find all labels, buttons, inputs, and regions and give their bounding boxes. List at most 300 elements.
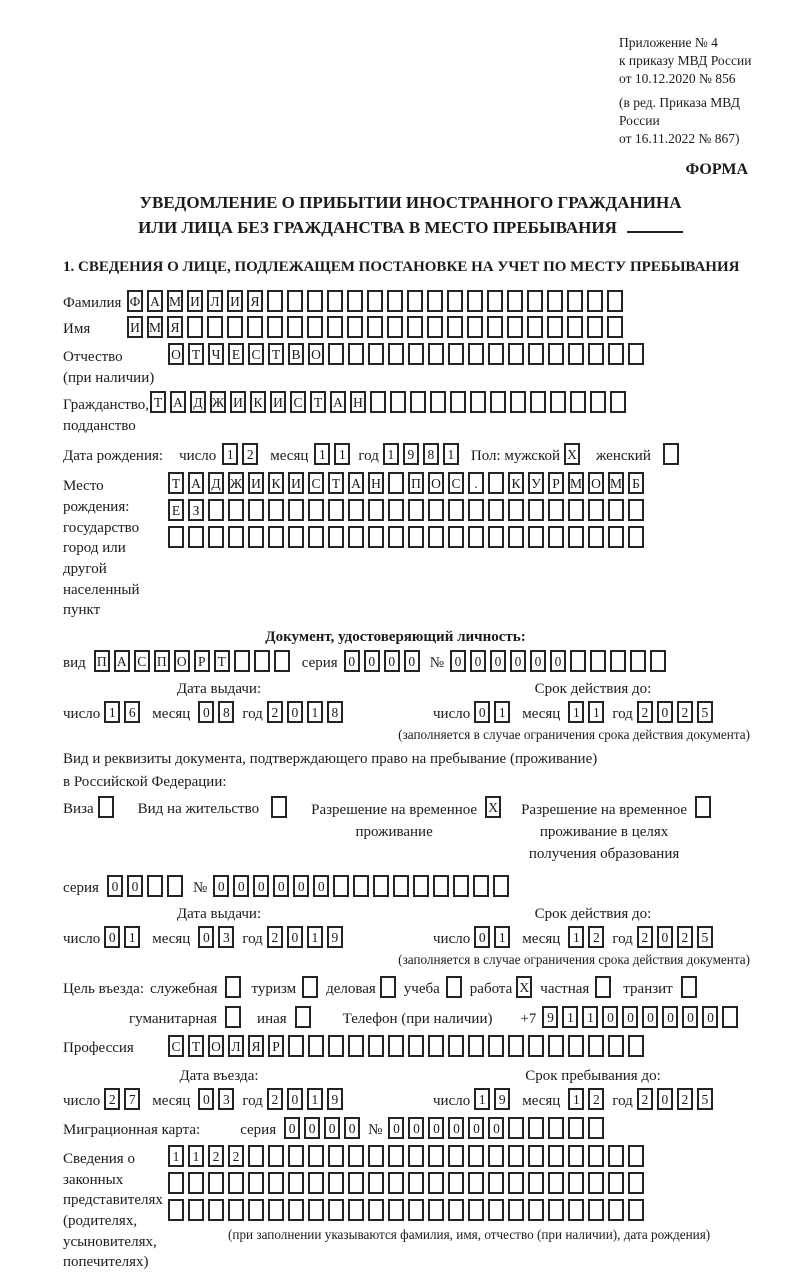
char-cell[interactable] <box>288 1199 304 1221</box>
char-cell[interactable] <box>650 650 666 672</box>
char-cell[interactable] <box>588 1145 604 1167</box>
char-cell[interactable] <box>328 1199 344 1221</box>
char-cell[interactable] <box>348 499 364 521</box>
char-cell[interactable] <box>368 1199 384 1221</box>
char-cell[interactable]: О <box>308 343 324 365</box>
char-cell[interactable] <box>433 875 449 897</box>
char-cell[interactable]: О <box>588 472 604 494</box>
char-cell[interactable] <box>548 1145 564 1167</box>
char-cell[interactable] <box>228 1172 244 1194</box>
char-cell[interactable] <box>393 875 409 897</box>
char-cell[interactable] <box>348 1172 364 1194</box>
char-cell[interactable] <box>508 1145 524 1167</box>
char-cell[interactable] <box>547 290 563 312</box>
char-cell[interactable] <box>568 499 584 521</box>
char-cell[interactable] <box>488 1172 504 1194</box>
char-cell[interactable]: 1 <box>562 1006 578 1028</box>
char-cell[interactable] <box>254 650 270 672</box>
char-cell[interactable] <box>588 499 604 521</box>
char-cell[interactable] <box>408 1035 424 1057</box>
char-cell[interactable] <box>447 316 463 338</box>
char-cell[interactable] <box>328 1035 344 1057</box>
char-cell[interactable]: 2 <box>588 926 604 948</box>
char-cell[interactable] <box>302 976 318 998</box>
char-cell[interactable] <box>380 976 396 998</box>
char-cell[interactable] <box>407 316 423 338</box>
char-cell[interactable]: 0 <box>450 650 466 672</box>
char-cell[interactable] <box>570 650 586 672</box>
char-cell[interactable] <box>587 316 603 338</box>
char-cell[interactable] <box>681 976 697 998</box>
char-cell[interactable] <box>271 796 287 818</box>
char-cell[interactable] <box>287 316 303 338</box>
char-cell[interactable]: 0 <box>104 926 120 948</box>
char-cell[interactable]: 1 <box>222 443 238 465</box>
char-cell[interactable] <box>188 1199 204 1221</box>
char-cell[interactable] <box>267 290 283 312</box>
char-cell[interactable] <box>610 650 626 672</box>
char-cell[interactable] <box>147 875 163 897</box>
char-cell[interactable]: 1 <box>568 1088 584 1110</box>
char-cell[interactable] <box>288 1035 304 1057</box>
char-cell[interactable] <box>368 1035 384 1057</box>
char-cell[interactable] <box>468 1035 484 1057</box>
char-cell[interactable]: 1 <box>494 926 510 948</box>
char-cell[interactable]: 2 <box>637 926 653 948</box>
char-cell[interactable]: X <box>516 976 532 998</box>
char-cell[interactable]: 0 <box>408 1117 424 1139</box>
char-cell[interactable]: У <box>528 472 544 494</box>
char-cell[interactable] <box>488 1145 504 1167</box>
char-cell[interactable] <box>548 343 564 365</box>
char-cell[interactable]: 1 <box>582 1006 598 1028</box>
char-cell[interactable]: 0 <box>313 875 329 897</box>
char-cell[interactable] <box>588 526 604 548</box>
char-cell[interactable] <box>248 1172 264 1194</box>
char-cell[interactable]: 0 <box>127 875 143 897</box>
char-cell[interactable] <box>327 316 343 338</box>
char-cell[interactable]: 9 <box>327 1088 343 1110</box>
char-cell[interactable] <box>490 391 506 413</box>
char-cell[interactable]: 5 <box>697 1088 713 1110</box>
char-cell[interactable] <box>268 499 284 521</box>
char-cell[interactable] <box>368 1172 384 1194</box>
char-cell[interactable] <box>467 316 483 338</box>
char-cell[interactable] <box>488 1199 504 1221</box>
char-cell[interactable] <box>98 796 114 818</box>
char-cell[interactable] <box>274 650 290 672</box>
char-cell[interactable] <box>228 499 244 521</box>
char-cell[interactable]: 0 <box>428 1117 444 1139</box>
char-cell[interactable] <box>548 1117 564 1139</box>
char-cell[interactable] <box>508 499 524 521</box>
char-cell[interactable]: Я <box>167 316 183 338</box>
char-cell[interactable] <box>388 1199 404 1221</box>
char-cell[interactable]: 0 <box>198 926 214 948</box>
char-cell[interactable] <box>388 1035 404 1057</box>
char-cell[interactable]: 0 <box>213 875 229 897</box>
char-cell[interactable] <box>488 526 504 548</box>
char-cell[interactable] <box>528 1145 544 1167</box>
char-cell[interactable]: К <box>508 472 524 494</box>
char-cell[interactable] <box>387 316 403 338</box>
char-cell[interactable] <box>588 1172 604 1194</box>
char-cell[interactable]: Л <box>228 1035 244 1057</box>
char-cell[interactable] <box>508 1172 524 1194</box>
char-cell[interactable]: 1 <box>104 701 120 723</box>
char-cell[interactable]: А <box>170 391 186 413</box>
char-cell[interactable]: 3 <box>218 926 234 948</box>
char-cell[interactable]: 0 <box>233 875 249 897</box>
char-cell[interactable] <box>408 526 424 548</box>
char-cell[interactable] <box>568 1117 584 1139</box>
char-cell[interactable] <box>628 1172 644 1194</box>
char-cell[interactable]: 0 <box>657 926 673 948</box>
char-cell[interactable] <box>488 472 504 494</box>
char-cell[interactable]: 1 <box>588 701 604 723</box>
char-cell[interactable] <box>568 1172 584 1194</box>
char-cell[interactable]: С <box>448 472 464 494</box>
char-cell[interactable]: А <box>188 472 204 494</box>
char-cell[interactable]: 2 <box>637 701 653 723</box>
char-cell[interactable]: Е <box>228 343 244 365</box>
char-cell[interactable]: И <box>270 391 286 413</box>
char-cell[interactable] <box>488 1035 504 1057</box>
char-cell[interactable]: 0 <box>510 650 526 672</box>
char-cell[interactable] <box>470 391 486 413</box>
char-cell[interactable]: К <box>268 472 284 494</box>
char-cell[interactable] <box>388 1145 404 1167</box>
char-cell[interactable]: П <box>94 650 110 672</box>
char-cell[interactable] <box>487 316 503 338</box>
char-cell[interactable] <box>268 526 284 548</box>
char-cell[interactable] <box>225 976 241 998</box>
char-cell[interactable] <box>368 1145 384 1167</box>
char-cell[interactable]: 2 <box>242 443 258 465</box>
char-cell[interactable] <box>368 343 384 365</box>
char-cell[interactable] <box>328 1172 344 1194</box>
char-cell[interactable]: 0 <box>388 1117 404 1139</box>
char-cell[interactable] <box>228 1199 244 1221</box>
char-cell[interactable] <box>333 875 349 897</box>
char-cell[interactable] <box>430 391 446 413</box>
char-cell[interactable]: 9 <box>327 926 343 948</box>
char-cell[interactable]: 0 <box>198 1088 214 1110</box>
char-cell[interactable] <box>307 290 323 312</box>
char-cell[interactable]: П <box>154 650 170 672</box>
char-cell[interactable] <box>548 526 564 548</box>
char-cell[interactable] <box>227 316 243 338</box>
char-cell[interactable] <box>628 499 644 521</box>
char-cell[interactable] <box>630 650 646 672</box>
char-cell[interactable]: 0 <box>364 650 380 672</box>
char-cell[interactable] <box>410 391 426 413</box>
char-cell[interactable] <box>427 316 443 338</box>
char-cell[interactable] <box>488 499 504 521</box>
char-cell[interactable] <box>248 499 264 521</box>
char-cell[interactable]: 2 <box>267 1088 283 1110</box>
char-cell[interactable] <box>628 1145 644 1167</box>
char-cell[interactable]: 2 <box>677 701 693 723</box>
char-cell[interactable] <box>390 391 406 413</box>
char-cell[interactable]: И <box>187 290 203 312</box>
char-cell[interactable] <box>428 1172 444 1194</box>
char-cell[interactable] <box>328 343 344 365</box>
char-cell[interactable]: М <box>608 472 624 494</box>
char-cell[interactable] <box>527 316 543 338</box>
char-cell[interactable]: 8 <box>327 701 343 723</box>
char-cell[interactable]: 1 <box>307 701 323 723</box>
char-cell[interactable] <box>607 316 623 338</box>
char-cell[interactable]: Т <box>168 472 184 494</box>
char-cell[interactable] <box>608 1172 624 1194</box>
char-cell[interactable] <box>468 343 484 365</box>
char-cell[interactable] <box>187 316 203 338</box>
char-cell[interactable] <box>450 391 466 413</box>
char-cell[interactable] <box>448 499 464 521</box>
char-cell[interactable] <box>428 343 444 365</box>
char-cell[interactable]: 2 <box>228 1145 244 1167</box>
char-cell[interactable] <box>695 796 711 818</box>
char-cell[interactable] <box>510 391 526 413</box>
char-cell[interactable]: Т <box>214 650 230 672</box>
char-cell[interactable] <box>588 1199 604 1221</box>
char-cell[interactable] <box>568 1035 584 1057</box>
char-cell[interactable] <box>288 499 304 521</box>
char-cell[interactable] <box>388 526 404 548</box>
char-cell[interactable]: Р <box>194 650 210 672</box>
char-cell[interactable] <box>168 526 184 548</box>
char-cell[interactable] <box>167 875 183 897</box>
char-cell[interactable]: Р <box>548 472 564 494</box>
char-cell[interactable] <box>347 290 363 312</box>
char-cell[interactable]: 0 <box>404 650 420 672</box>
char-cell[interactable]: 6 <box>124 701 140 723</box>
char-cell[interactable] <box>608 1035 624 1057</box>
char-cell[interactable] <box>308 1172 324 1194</box>
char-cell[interactable]: 0 <box>642 1006 658 1028</box>
char-cell[interactable]: 0 <box>107 875 123 897</box>
char-cell[interactable] <box>568 1145 584 1167</box>
char-cell[interactable]: С <box>290 391 306 413</box>
char-cell[interactable]: 1 <box>494 701 510 723</box>
char-cell[interactable]: С <box>248 343 264 365</box>
char-cell[interactable] <box>530 391 546 413</box>
char-cell[interactable]: С <box>168 1035 184 1057</box>
char-cell[interactable] <box>208 526 224 548</box>
char-cell[interactable] <box>408 499 424 521</box>
char-cell[interactable]: С <box>134 650 150 672</box>
char-cell[interactable] <box>447 290 463 312</box>
char-cell[interactable]: 9 <box>403 443 419 465</box>
char-cell[interactable]: Д <box>208 472 224 494</box>
char-cell[interactable]: Т <box>310 391 326 413</box>
char-cell[interactable]: 9 <box>494 1088 510 1110</box>
char-cell[interactable]: А <box>348 472 364 494</box>
char-cell[interactable]: К <box>250 391 266 413</box>
char-cell[interactable] <box>473 875 489 897</box>
char-cell[interactable]: 0 <box>550 650 566 672</box>
char-cell[interactable] <box>248 526 264 548</box>
char-cell[interactable] <box>628 1199 644 1221</box>
char-cell[interactable] <box>388 499 404 521</box>
char-cell[interactable]: 0 <box>468 1117 484 1139</box>
char-cell[interactable] <box>568 1199 584 1221</box>
char-cell[interactable]: 9 <box>542 1006 558 1028</box>
char-cell[interactable] <box>487 290 503 312</box>
char-cell[interactable] <box>408 1199 424 1221</box>
char-cell[interactable] <box>448 1145 464 1167</box>
char-cell[interactable]: А <box>114 650 130 672</box>
char-cell[interactable]: В <box>288 343 304 365</box>
char-cell[interactable]: 2 <box>208 1145 224 1167</box>
char-cell[interactable] <box>308 1199 324 1221</box>
char-cell[interactable] <box>328 1145 344 1167</box>
char-cell[interactable]: И <box>227 290 243 312</box>
char-cell[interactable] <box>368 499 384 521</box>
char-cell[interactable]: 0 <box>287 926 303 948</box>
char-cell[interactable]: 0 <box>344 1117 360 1139</box>
char-cell[interactable]: 0 <box>702 1006 718 1028</box>
char-cell[interactable]: 1 <box>307 1088 323 1110</box>
char-cell[interactable]: Н <box>368 472 384 494</box>
char-cell[interactable]: Т <box>188 1035 204 1057</box>
char-cell[interactable]: З <box>188 499 204 521</box>
char-cell[interactable] <box>428 526 444 548</box>
char-cell[interactable]: А <box>147 290 163 312</box>
char-cell[interactable]: Е <box>168 499 184 521</box>
char-cell[interactable] <box>608 343 624 365</box>
char-cell[interactable] <box>428 1145 444 1167</box>
char-cell[interactable]: 2 <box>267 926 283 948</box>
char-cell[interactable]: 1 <box>188 1145 204 1167</box>
char-cell[interactable]: 0 <box>324 1117 340 1139</box>
char-cell[interactable] <box>508 1117 524 1139</box>
char-cell[interactable] <box>288 1145 304 1167</box>
char-cell[interactable]: 0 <box>344 650 360 672</box>
char-cell[interactable] <box>468 1172 484 1194</box>
char-cell[interactable] <box>208 1172 224 1194</box>
char-cell[interactable]: 7 <box>124 1088 140 1110</box>
char-cell[interactable]: 0 <box>488 1117 504 1139</box>
char-cell[interactable]: 0 <box>474 701 490 723</box>
char-cell[interactable]: Б <box>628 472 644 494</box>
char-cell[interactable] <box>268 1199 284 1221</box>
char-cell[interactable] <box>307 316 323 338</box>
char-cell[interactable] <box>348 1035 364 1057</box>
char-cell[interactable] <box>608 526 624 548</box>
char-cell[interactable]: 1 <box>443 443 459 465</box>
char-cell[interactable]: 0 <box>287 701 303 723</box>
char-cell[interactable]: Ж <box>228 472 244 494</box>
char-cell[interactable] <box>408 1172 424 1194</box>
char-cell[interactable] <box>527 290 543 312</box>
char-cell[interactable] <box>428 499 444 521</box>
char-cell[interactable] <box>548 1172 564 1194</box>
char-cell[interactable] <box>608 1145 624 1167</box>
char-cell[interactable] <box>448 526 464 548</box>
char-cell[interactable] <box>367 316 383 338</box>
char-cell[interactable]: Ж <box>210 391 226 413</box>
char-cell[interactable]: Т <box>328 472 344 494</box>
char-cell[interactable] <box>548 1035 564 1057</box>
char-cell[interactable] <box>407 290 423 312</box>
char-cell[interactable] <box>548 1199 564 1221</box>
char-cell[interactable]: 5 <box>697 926 713 948</box>
char-cell[interactable] <box>507 290 523 312</box>
char-cell[interactable] <box>448 1172 464 1194</box>
char-cell[interactable] <box>508 526 524 548</box>
char-cell[interactable] <box>428 1035 444 1057</box>
char-cell[interactable]: 0 <box>293 875 309 897</box>
char-cell[interactable] <box>168 1199 184 1221</box>
char-cell[interactable] <box>367 290 383 312</box>
char-cell[interactable]: 1 <box>168 1145 184 1167</box>
char-cell[interactable] <box>327 290 343 312</box>
char-cell[interactable] <box>308 499 324 521</box>
char-cell[interactable] <box>288 526 304 548</box>
char-cell[interactable] <box>628 343 644 365</box>
char-cell[interactable] <box>388 472 404 494</box>
char-cell[interactable] <box>590 650 606 672</box>
char-cell[interactable]: И <box>230 391 246 413</box>
char-cell[interactable] <box>373 875 389 897</box>
char-cell[interactable]: 0 <box>657 701 673 723</box>
char-cell[interactable] <box>188 526 204 548</box>
char-cell[interactable]: 8 <box>423 443 439 465</box>
char-cell[interactable] <box>528 499 544 521</box>
char-cell[interactable] <box>547 316 563 338</box>
char-cell[interactable]: Ф <box>127 290 143 312</box>
char-cell[interactable]: М <box>167 290 183 312</box>
char-cell[interactable] <box>348 343 364 365</box>
char-cell[interactable]: 0 <box>602 1006 618 1028</box>
char-cell[interactable] <box>268 1172 284 1194</box>
char-cell[interactable] <box>428 1199 444 1221</box>
char-cell[interactable]: С <box>308 472 324 494</box>
char-cell[interactable] <box>208 1199 224 1221</box>
char-cell[interactable] <box>528 343 544 365</box>
char-cell[interactable] <box>248 1199 264 1221</box>
char-cell[interactable] <box>628 526 644 548</box>
char-cell[interactable]: О <box>168 343 184 365</box>
char-cell[interactable] <box>388 343 404 365</box>
char-cell[interactable] <box>488 343 504 365</box>
char-cell[interactable] <box>370 391 386 413</box>
char-cell[interactable]: 1 <box>568 701 584 723</box>
char-cell[interactable]: Л <box>207 290 223 312</box>
char-cell[interactable] <box>288 1172 304 1194</box>
char-cell[interactable]: Т <box>188 343 204 365</box>
char-cell[interactable]: О <box>174 650 190 672</box>
char-cell[interactable] <box>610 391 626 413</box>
char-cell[interactable]: 0 <box>198 701 214 723</box>
char-cell[interactable] <box>453 875 469 897</box>
char-cell[interactable] <box>348 526 364 548</box>
char-cell[interactable]: 3 <box>218 1088 234 1110</box>
char-cell[interactable] <box>493 875 509 897</box>
char-cell[interactable]: 5 <box>697 701 713 723</box>
char-cell[interactable] <box>353 875 369 897</box>
char-cell[interactable]: 0 <box>273 875 289 897</box>
char-cell[interactable]: 0 <box>682 1006 698 1028</box>
char-cell[interactable]: 1 <box>314 443 330 465</box>
char-cell[interactable] <box>663 443 679 465</box>
char-cell[interactable]: 0 <box>284 1117 300 1139</box>
char-cell[interactable]: 0 <box>662 1006 678 1028</box>
char-cell[interactable]: X <box>485 796 501 818</box>
char-cell[interactable]: 1 <box>568 926 584 948</box>
